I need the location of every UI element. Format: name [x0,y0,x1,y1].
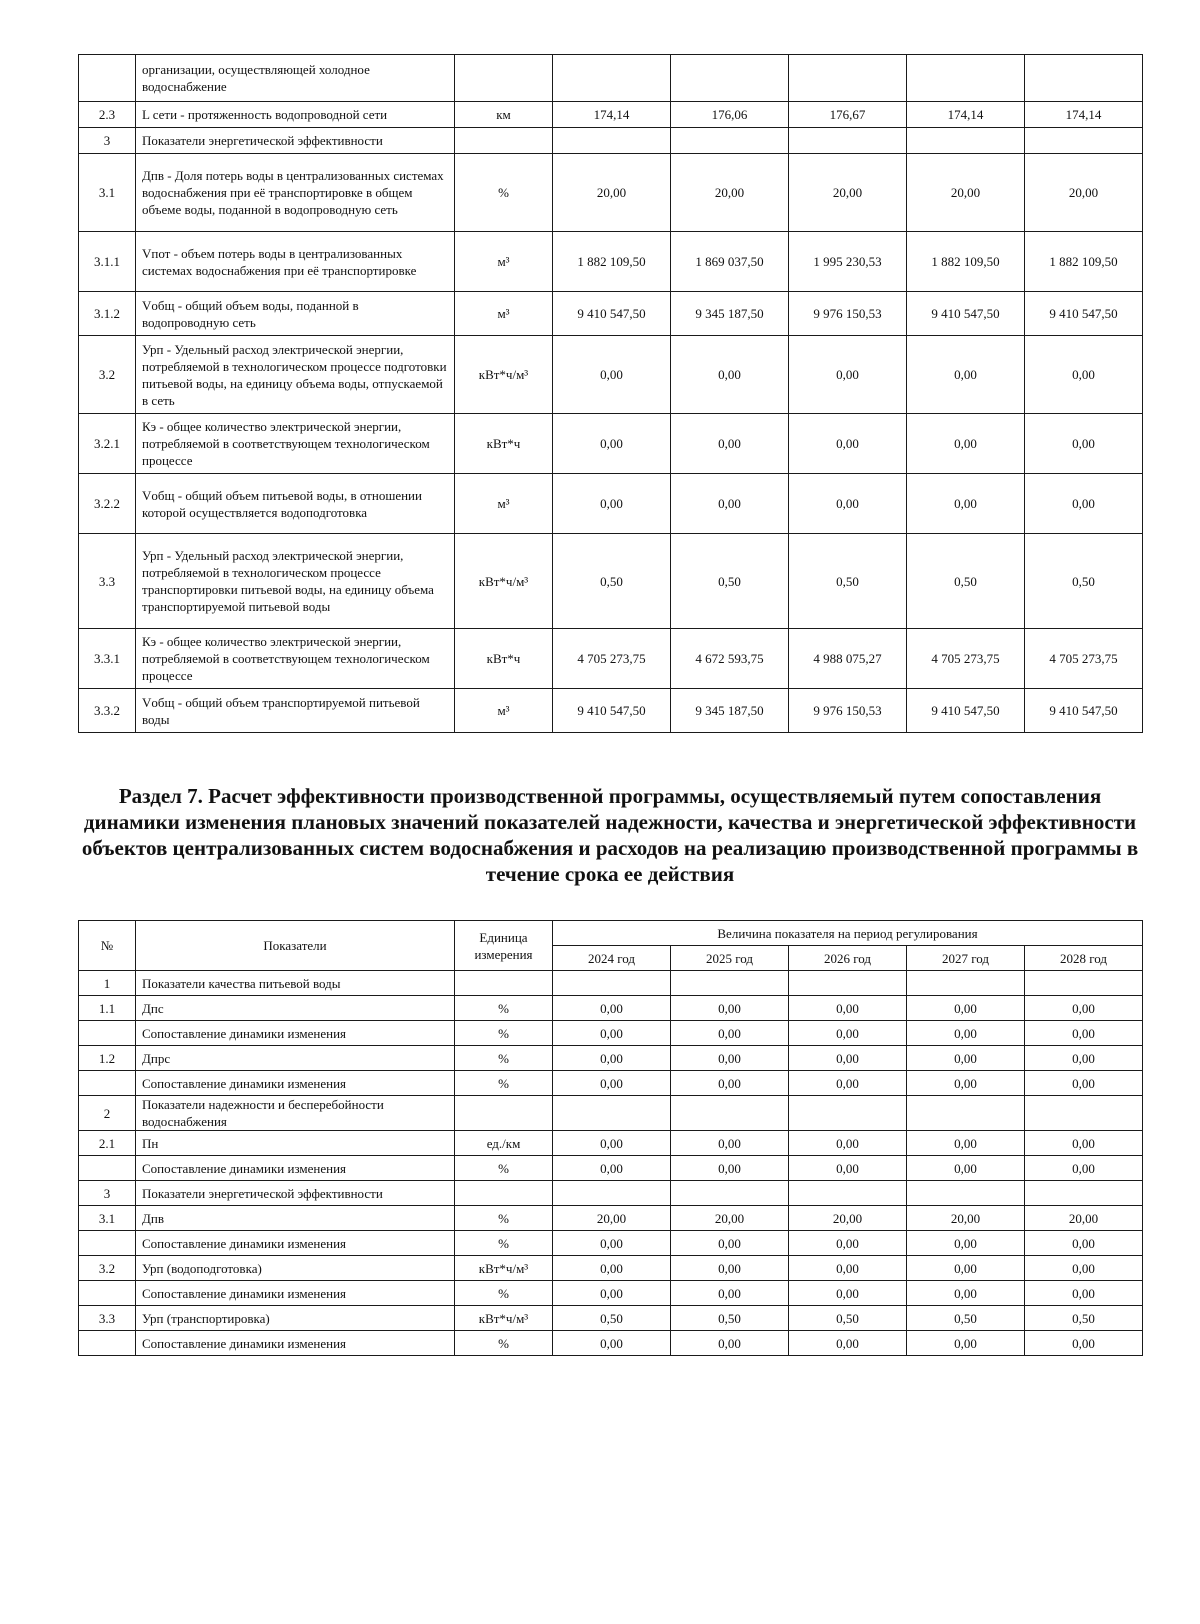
row-value: 9 410 547,50 [553,689,671,733]
efficiency-table-header [79,921,1143,971]
row-value: 0,00 [789,1331,907,1356]
header-year: 2028 год [1025,946,1143,971]
table-row [79,1096,1143,1131]
row-indicator: Сопоставление динамики изменения [136,1071,455,1096]
row-value [907,128,1025,154]
row-value: 0,00 [1025,414,1143,474]
row-value: 0,00 [907,336,1025,414]
table-row [79,1206,1143,1231]
row-value: 20,00 [789,154,907,232]
row-value: 0,50 [789,534,907,629]
table-row [79,1071,1143,1096]
efficiency-table [78,920,1143,1356]
indicators-table-body [79,55,1143,733]
row-value: 0,00 [671,336,789,414]
row-value: 0,00 [553,1281,671,1306]
row-indicator: Показатели качества питьевой воды [136,971,455,996]
row-value: 20,00 [907,1206,1025,1231]
row-value: 174,14 [907,102,1025,128]
row-value [1025,971,1143,996]
row-unit: кВт*ч [455,414,553,474]
table-row [79,336,1143,414]
row-number: 2.3 [79,102,136,128]
row-value: 0,00 [789,336,907,414]
table-row [79,1256,1143,1281]
section-7-title: Раздел 7. Расчет эффективности производственной программы, осуществляемый путем сопоставления динамики изменения плановых значений показателей надежности, качества и энергетической эффективности объектов централизованных систем водоснабжения и расходов на реализацию производственной программы в течение срока ее действия [81,784,1139,886]
row-unit: % [455,1046,553,1071]
row-indicator: Урп (водоподготовка) [136,1256,455,1281]
row-value [671,1181,789,1206]
row-value: 0,00 [553,1256,671,1281]
header-name: Показатели [136,921,455,971]
row-value [553,971,671,996]
header-row [79,921,1143,946]
row-value: 20,00 [1025,1206,1143,1231]
row-value: 0,00 [1025,336,1143,414]
row-number: 3.1 [79,1206,136,1231]
row-value: 9 410 547,50 [907,689,1025,733]
row-value: 0,50 [907,534,1025,629]
row-unit [455,55,553,102]
row-unit: % [455,1331,553,1356]
row-value: 0,50 [789,1306,907,1331]
table-row [79,292,1143,336]
row-value [671,1096,789,1131]
row-value: 1 882 109,50 [907,232,1025,292]
table-row [79,1156,1143,1181]
row-unit [455,971,553,996]
table-row [79,971,1143,996]
row-value [907,55,1025,102]
row-indicator: Дпв [136,1206,455,1231]
row-indicator: Показатели надежности и бесперебойности водоснабжения [136,1096,455,1131]
table-row [79,128,1143,154]
row-number: 1.1 [79,996,136,1021]
row-unit: % [455,1231,553,1256]
row-unit [455,1096,553,1131]
row-value: 4 988 075,27 [789,629,907,689]
row-value [907,1181,1025,1206]
row-indicator: Урп - Удельный расход электрической энергии, потребляемой в технологическом процессе подготовки питьевой воды, на единицу объема воды, отпускаемой в сеть [136,336,455,414]
row-unit: кВт*ч/м³ [455,1306,553,1331]
row-value: 9 410 547,50 [553,292,671,336]
row-value [1025,55,1143,102]
row-indicator: Показатели энергетической эффективности [136,1181,455,1206]
row-value: 20,00 [671,154,789,232]
row-value: 20,00 [1025,154,1143,232]
row-value: 174,14 [553,102,671,128]
row-value: 0,50 [671,1306,789,1331]
row-indicator: Показатели энергетической эффективности [136,128,455,154]
row-indicator: Сопоставление динамики изменения [136,1281,455,1306]
row-indicator: Урп - Удельный расход электрической энергии, потребляемой в технологическом процессе транспортировки питьевой воды, на единицу объема транспортируемой питьевой воды [136,534,455,629]
row-indicator: Сопоставление динамики изменения [136,1331,455,1356]
row-value: 0,00 [1025,1256,1143,1281]
row-indicator: организации, осуществляющей холодное водоснабжение [136,55,455,102]
table-row [79,1331,1143,1356]
row-number [79,1156,136,1181]
row-value: 0,00 [671,474,789,534]
row-value: 9 976 150,53 [789,689,907,733]
row-value: 0,00 [789,1021,907,1046]
row-value: 4 672 593,75 [671,629,789,689]
row-value [1025,128,1143,154]
row-number: 3.3.2 [79,689,136,733]
row-value: 9 410 547,50 [1025,689,1143,733]
row-value: 0,00 [907,474,1025,534]
row-value [671,55,789,102]
table-row [79,629,1143,689]
row-value: 0,00 [1025,1071,1143,1096]
row-value: 0,00 [671,1021,789,1046]
header-unit: Единица измерения [455,921,553,971]
row-unit: % [455,1156,553,1181]
row-indicator: Vобщ - общий объем питьевой воды, в отношении которой осуществляется водоподготовка [136,474,455,534]
row-value: 0,00 [907,1281,1025,1306]
row-value: 4 705 273,75 [1025,629,1143,689]
row-value: 0,00 [553,1156,671,1181]
row-value: 0,00 [671,1331,789,1356]
row-value: 0,00 [1025,1231,1143,1256]
row-value: 0,00 [1025,1156,1143,1181]
row-value [789,1096,907,1131]
table-row [79,55,1143,102]
row-indicator: Дпс [136,996,455,1021]
row-value [553,1181,671,1206]
row-unit: % [455,1071,553,1096]
row-value: 0,00 [671,1156,789,1181]
row-unit: км [455,102,553,128]
row-value: 0,00 [671,1046,789,1071]
table-row [79,414,1143,474]
row-unit [455,128,553,154]
row-value: 0,00 [789,1131,907,1156]
row-value: 20,00 [671,1206,789,1231]
row-value: 20,00 [553,154,671,232]
row-unit: % [455,1206,553,1231]
row-number: 3.1.2 [79,292,136,336]
row-value: 0,00 [1025,1021,1143,1046]
table-row [79,154,1143,232]
row-value: 0,00 [789,1256,907,1281]
row-value: 4 705 273,75 [907,629,1025,689]
row-value: 0,00 [671,1281,789,1306]
row-value: 20,00 [907,154,1025,232]
row-number: 3.2 [79,1256,136,1281]
row-unit: кВт*ч/м³ [455,1256,553,1281]
row-unit: м³ [455,474,553,534]
row-value [907,971,1025,996]
row-indicator: Кэ - общее количество электрической энергии, потребляемой в соответствующем технологическом процессе [136,629,455,689]
row-value: 0,00 [553,1231,671,1256]
row-unit: % [455,154,553,232]
row-value: 1 882 109,50 [1025,232,1143,292]
row-value: 9 410 547,50 [907,292,1025,336]
row-number: 3 [79,1181,136,1206]
row-value: 0,50 [671,534,789,629]
row-number [79,1071,136,1096]
row-unit: кВт*ч [455,629,553,689]
row-value: 0,00 [789,1071,907,1096]
row-value: 0,50 [1025,1306,1143,1331]
row-value: 0,00 [1025,1281,1143,1306]
row-indicator: L сети - протяженность водопроводной сети [136,102,455,128]
table-row [79,996,1143,1021]
row-value: 0,00 [671,996,789,1021]
row-number [79,1021,136,1046]
table-row [79,1181,1143,1206]
row-value: 0,00 [789,1231,907,1256]
row-value: 0,50 [553,1306,671,1331]
row-number: 3.3 [79,534,136,629]
row-unit: кВт*ч/м³ [455,336,553,414]
row-value [553,55,671,102]
row-value: 0,00 [553,414,671,474]
row-value [789,971,907,996]
row-value: 1 995 230,53 [789,232,907,292]
row-number: 3.3 [79,1306,136,1331]
row-value: 0,00 [1025,996,1143,1021]
row-value: 0,00 [671,414,789,474]
row-value [789,55,907,102]
header-period: Величина показателя на период регулирования [553,921,1143,946]
row-indicator: Сопоставление динамики изменения [136,1021,455,1046]
row-number: 3.1 [79,154,136,232]
row-value: 4 705 273,75 [553,629,671,689]
row-value: 20,00 [553,1206,671,1231]
row-value: 0,00 [907,1156,1025,1181]
table-row [79,1281,1143,1306]
row-number [79,1231,136,1256]
table-row [79,474,1143,534]
table-row [79,1231,1143,1256]
table-row [79,689,1143,733]
row-value [1025,1096,1143,1131]
table-row [79,1131,1143,1156]
row-number [79,1281,136,1306]
header-year: 2026 год [789,946,907,971]
row-indicator: Vобщ - общий объем транспортируемой питьевой воды [136,689,455,733]
indicators-table-continued [78,54,1143,733]
row-unit: ед./км [455,1131,553,1156]
row-value: 0,00 [1025,474,1143,534]
row-unit: % [455,996,553,1021]
row-number: 2 [79,1096,136,1131]
table-row [79,102,1143,128]
row-indicator: Vобщ - общий объем воды, поданной в водопроводную сеть [136,292,455,336]
row-unit: % [455,1021,553,1046]
row-value: 1 882 109,50 [553,232,671,292]
row-number: 3.2 [79,336,136,414]
row-value: 0,00 [907,1071,1025,1096]
row-value: 9 976 150,53 [789,292,907,336]
header-year: 2025 год [671,946,789,971]
row-value: 0,00 [907,1131,1025,1156]
row-value: 0,00 [671,1256,789,1281]
row-indicator: Пн [136,1131,455,1156]
row-value: 9 345 187,50 [671,292,789,336]
row-number: 3.3.1 [79,629,136,689]
row-value: 20,00 [789,1206,907,1231]
row-indicator: Vпот - объем потерь воды в централизованных системах водоснабжения при её транспортировке [136,232,455,292]
row-value: 0,00 [553,336,671,414]
row-value: 0,00 [907,414,1025,474]
row-unit [455,1181,553,1206]
row-value: 0,00 [789,996,907,1021]
row-indicator: Сопоставление динамики изменения [136,1156,455,1181]
row-unit: м³ [455,292,553,336]
row-number: 3.2.1 [79,414,136,474]
table-row [79,1306,1143,1331]
row-value: 0,50 [1025,534,1143,629]
row-unit: м³ [455,232,553,292]
row-value: 176,06 [671,102,789,128]
row-number: 3.2.2 [79,474,136,534]
row-value: 0,00 [907,1021,1025,1046]
row-value: 0,50 [907,1306,1025,1331]
row-indicator: Дпрс [136,1046,455,1071]
row-value: 0,00 [671,1231,789,1256]
row-value: 0,00 [907,996,1025,1021]
row-indicator: Сопоставление динамики изменения [136,1231,455,1256]
row-value [1025,1181,1143,1206]
table-row [79,1021,1143,1046]
row-indicator: Урп (транспортировка) [136,1306,455,1331]
row-number: 2.1 [79,1131,136,1156]
row-value: 0,00 [789,474,907,534]
row-value: 0,00 [553,1071,671,1096]
row-value: 0,00 [553,1046,671,1071]
row-number: 1 [79,971,136,996]
row-value: 0,00 [553,1131,671,1156]
row-value: 0,00 [907,1256,1025,1281]
table-row [79,1046,1143,1071]
row-indicator: Дпв - Доля потерь воды в централизованных системах водоснабжения при её транспортировке в общем объеме воды, поданной в водопроводную сеть [136,154,455,232]
row-value [789,1181,907,1206]
row-value: 9 410 547,50 [1025,292,1143,336]
row-number: 1.2 [79,1046,136,1071]
table-row [79,534,1143,629]
header-num: № [79,921,136,971]
row-value: 0,00 [789,1156,907,1181]
header-year: 2027 год [907,946,1025,971]
row-unit: кВт*ч/м³ [455,534,553,629]
efficiency-table-body [79,971,1143,1356]
row-indicator: Кэ - общее количество электрической энергии, потребляемой в соответствующем технологическом процессе [136,414,455,474]
row-value: 0,00 [907,1231,1025,1256]
row-value: 0,00 [789,414,907,474]
row-value: 9 345 187,50 [671,689,789,733]
row-value [907,1096,1025,1131]
row-value: 174,14 [1025,102,1143,128]
row-value: 0,00 [1025,1331,1143,1356]
row-value: 0,00 [553,474,671,534]
row-number [79,1331,136,1356]
row-number: 3.1.1 [79,232,136,292]
table-row [79,232,1143,292]
row-unit: м³ [455,689,553,733]
row-value: 1 869 037,50 [671,232,789,292]
row-value: 0,00 [907,1046,1025,1071]
row-value: 0,00 [553,1021,671,1046]
header-year: 2024 год [553,946,671,971]
row-value: 0,00 [553,996,671,1021]
row-value [671,971,789,996]
row-value [671,128,789,154]
row-value: 0,00 [671,1071,789,1096]
row-value: 0,00 [1025,1131,1143,1156]
row-value: 0,50 [553,534,671,629]
row-unit: % [455,1281,553,1306]
row-value: 0,00 [789,1281,907,1306]
row-value: 0,00 [789,1046,907,1071]
row-value: 0,00 [553,1331,671,1356]
row-value: 0,00 [1025,1046,1143,1071]
row-number: 3 [79,128,136,154]
row-value [553,1096,671,1131]
row-value: 0,00 [671,1131,789,1156]
row-value: 0,00 [907,1331,1025,1356]
row-number [79,55,136,102]
row-value: 176,67 [789,102,907,128]
row-value [789,128,907,154]
row-value [553,128,671,154]
